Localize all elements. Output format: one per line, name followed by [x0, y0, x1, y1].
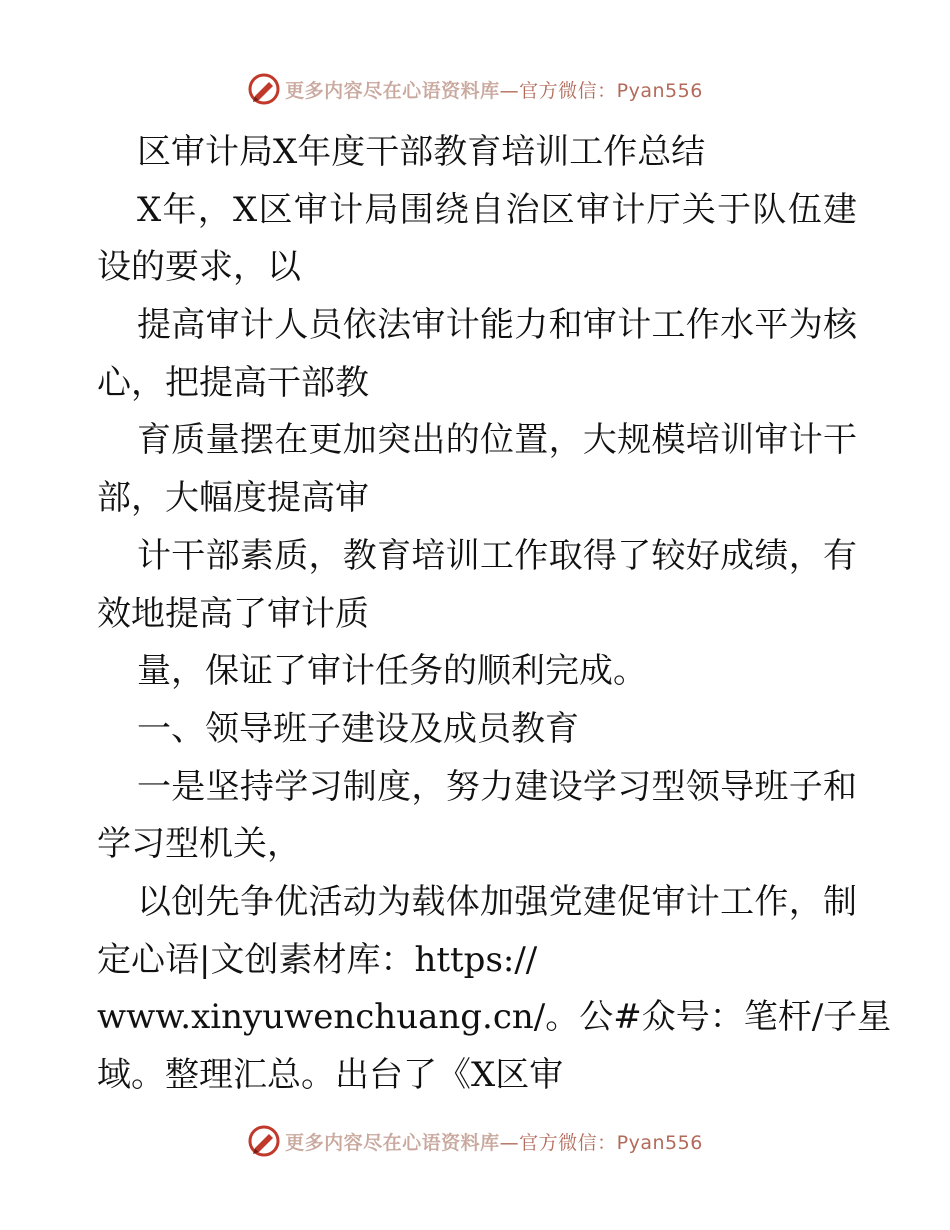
paragraph-line: 设的要求，以	[97, 247, 301, 288]
watermark-wechat-text: —官方微信：Pyan556	[499, 1131, 703, 1154]
watermark-source-text: 更多内容尽在心语资料库	[285, 1131, 500, 1154]
pen-logo-icon	[247, 72, 281, 106]
paragraph-line: 以创先争优活动为载体加强党建促审计工作，制	[137, 881, 857, 922]
paragraph-line: 育质量摆在更加突出的位置，大规模培训审计干	[137, 420, 857, 461]
paragraph-line: 定心语|文创素材库：https://	[97, 939, 538, 980]
paragraph-line: 效地提高了审计质	[97, 593, 369, 634]
paragraph-line: X年，X区审计局围绕自治区审计厅关于队伍建	[137, 189, 857, 230]
paragraph-line: 计干部素质，教育培训工作取得了较好成绩，有	[137, 535, 857, 576]
footer-watermark	[0, 1124, 950, 1158]
paragraph-line: 域。整理汇总。出台了《X区审	[97, 1055, 564, 1095]
paragraph-line: 提高审计人员依法审计能力和审计工作水平为核	[137, 305, 857, 346]
watermark-wechat-text: —官方微信：Pyan556	[499, 79, 703, 102]
paragraph-line: 量，保证了审计任务的顺利完成。	[137, 651, 647, 692]
pen-logo-icon	[247, 1124, 281, 1158]
document-title: 区审计局X年度干部教育培训工作总结	[137, 132, 706, 172]
paragraph-line: 心，把提高干部教	[97, 362, 369, 403]
paragraph-line: 学习型机关，	[97, 824, 301, 865]
paragraph-line: www.xinyuwenchuang.cn/。公#众号：笔杆/子星	[97, 997, 892, 1038]
watermark-source-text: 更多内容尽在心语资料库	[285, 79, 500, 102]
section-heading: 一、领导班子建设及成员教育	[137, 708, 579, 749]
paragraph-line: 一是坚持学习制度，努力建设学习型领导班子和	[137, 766, 857, 807]
paragraph-line: 部，大幅度提高审	[97, 478, 369, 519]
header-watermark	[0, 72, 950, 106]
document-body	[97, 124, 892, 1105]
